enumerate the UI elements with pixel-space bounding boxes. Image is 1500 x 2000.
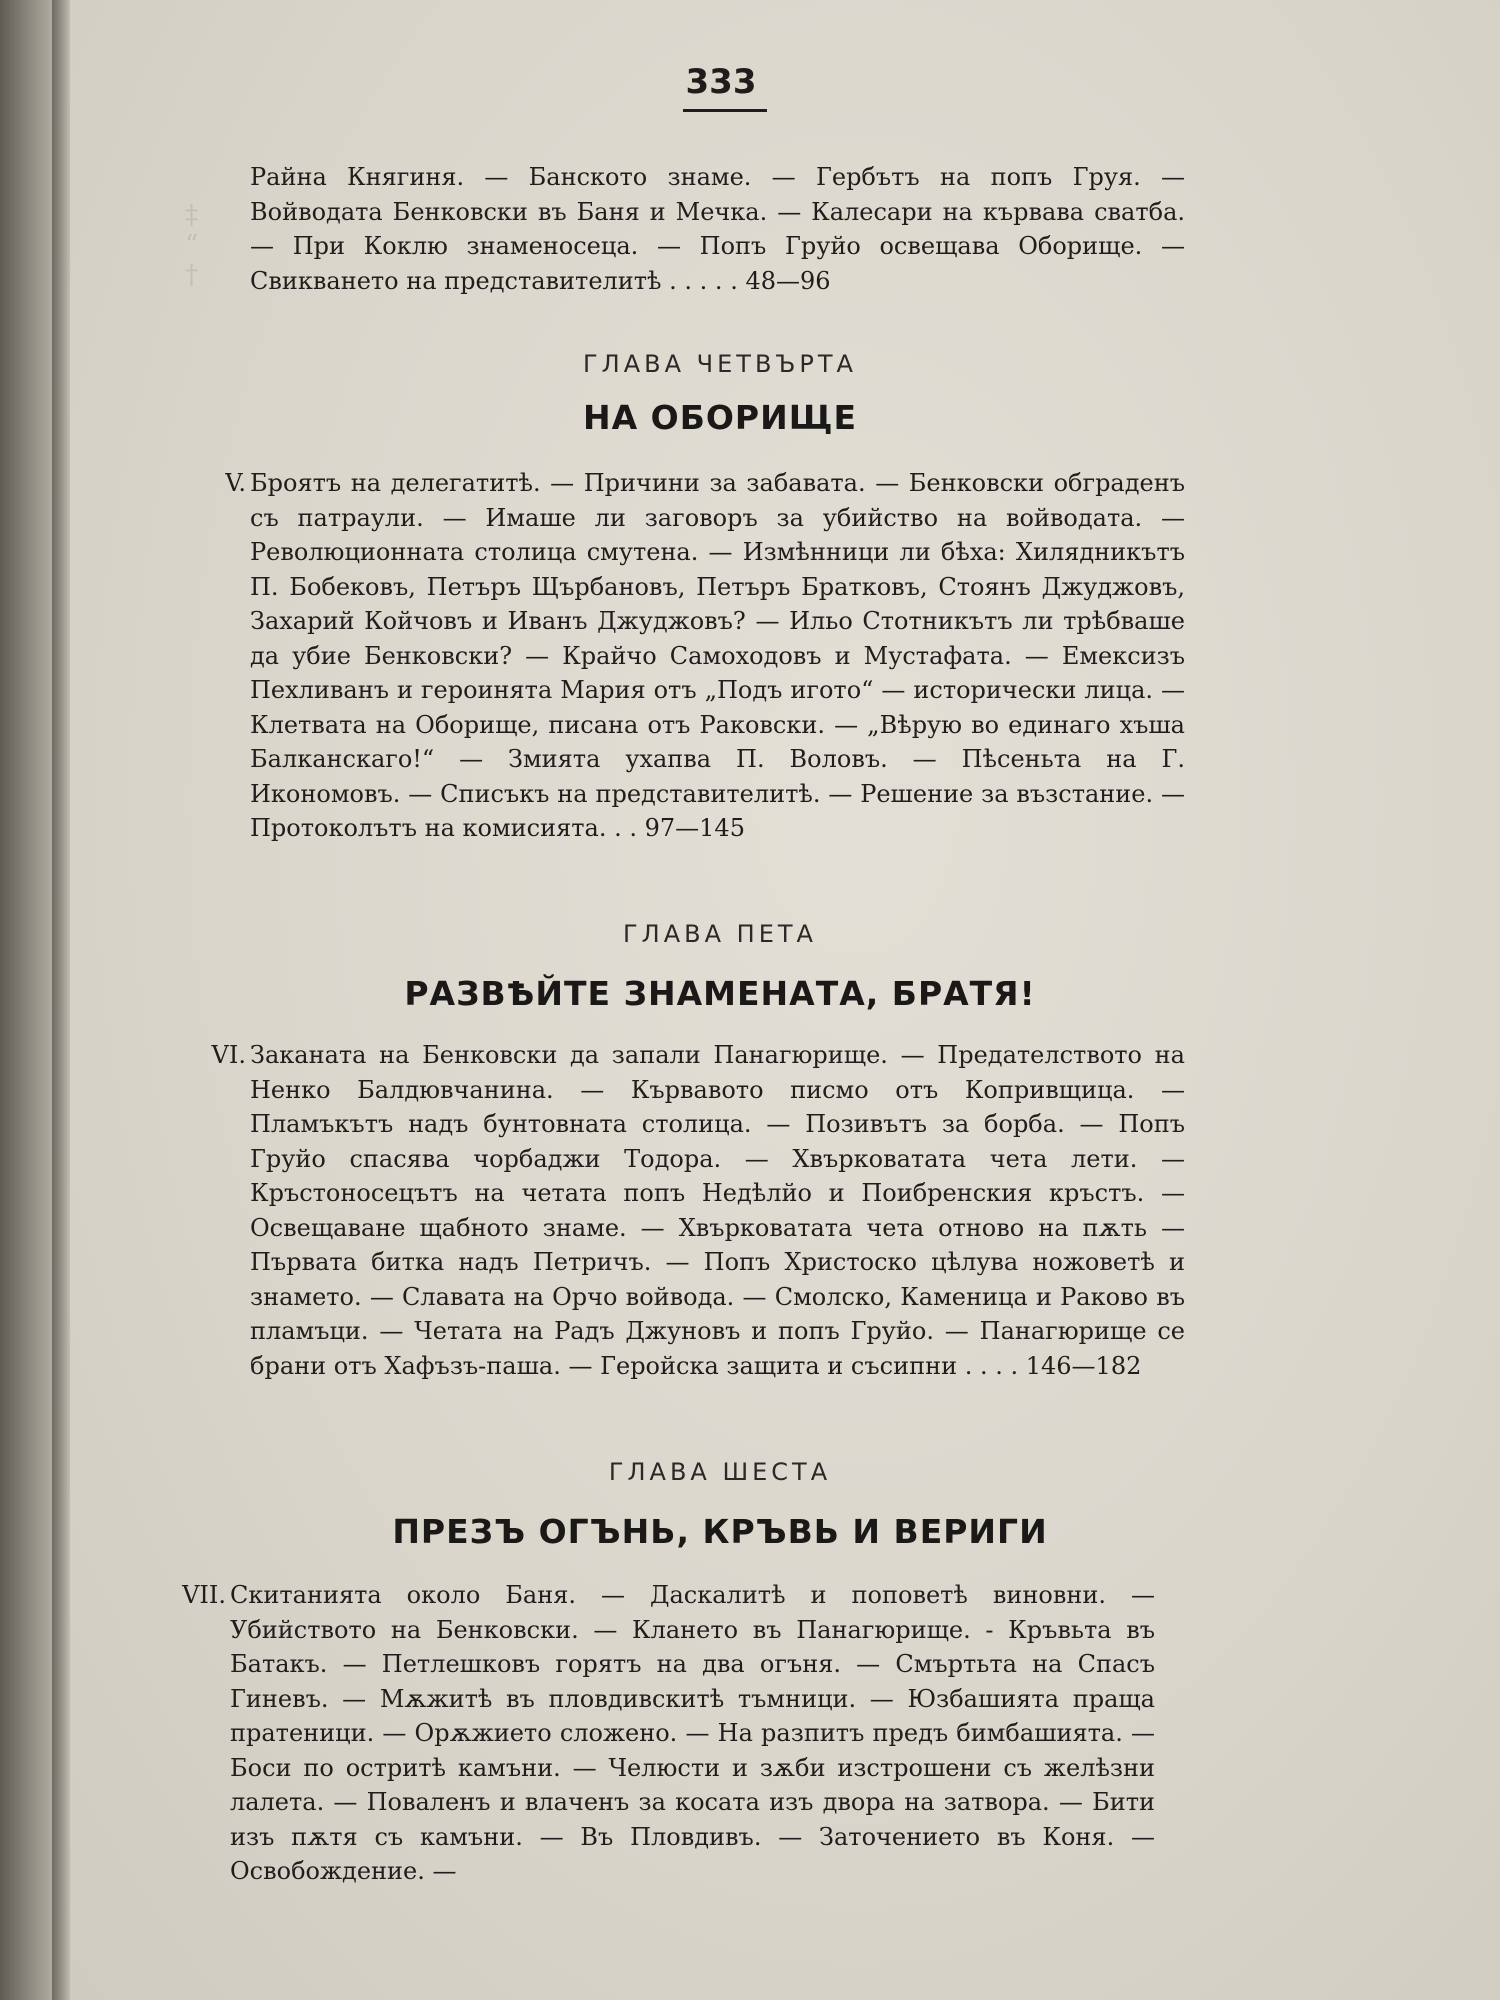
entry-pages: 97—145	[644, 814, 745, 842]
entry-number: VI.	[211, 1041, 246, 1069]
entry-text: Скитанията около Баня. — Даскалитѣ и поповетѣ виновни. — Убийството на Бенковски. — Клането въ Панагюрище. - Кръвьта въ Батакъ. — Петлешковъ горятъ на два огъня. — Смъртьта на Спасъ Гиневъ. — Мѫжитѣ въ пловдивскитѣ тъмници. — Юзбашията праща пратеници. — Орѫжието сложено. — На разпитъ предъ бимбашията. — Боси по остритѣ камъни. — Челюсти и зѫби изстрошени съ желѣзни лалета. — Поваленъ и влаченъ за косата изъ двора на затвора. — Бити изъ пѫтя съ камъни. — Въ Пловдивъ. — Заточението въ Коня. — Освобождение. —	[230, 1581, 1155, 1885]
entry-text: Заканата на Бенковски да запали Панагюрище. — Предателството на Ненко Балдювчанина. — Кървавото писмо отъ Копривщица. — Пламъкътъ надъ бунтовната столица. — Позивътъ за борба. — Попъ Груйо спасява чорбаджи Тодора. — Хвърковатата чета лети. — Кръстоносецътъ на четата попъ Недѣлйо и Поибренския кръстъ. — Освещаване щабното знаме. — Хвърковатата чета отново на пѫть — Първата битка надъ Петричъ. — Попъ Христоско цѣлува ножоветѣ и знамето. — Славата на Орчо войвода. — Смолско, Каменица и Раково въ пламъци. — Четата на Радъ Джуновъ и попъ Груйо. — Панагюрище се брани отъ Хафъзъ-паша. — Геройска защита и съсипни . . . .	[250, 1041, 1185, 1380]
chapter-label-5: ГЛАВА ПЕТА	[623, 920, 817, 948]
entry-number: VII.	[182, 1581, 226, 1609]
chapter-title-5: РАЗВѢЙТЕ ЗНАМЕНАТА, БРАТЯ!	[404, 974, 1036, 1013]
entry-text: Броятъ на делегатитѣ. — Причини за забавата. — Бенковски обграденъ съ патраули. — Имаше ли заговоръ за убийство на войводата. — Революционната столица смутена. — Измѣнници ли бѣха: Хилядникътъ П. Бобековъ, Петъръ Щърбановъ, Петъръ Братковъ, Стоянъ Джуджовъ, Захарий Койчовъ и Иванъ Джуджовъ? — Ильо Стотникътъ ли трѣбваше да убие Бенковски? — Крайчо Самоходовъ и Мустафата. — Емексизъ Пехливанъ и героинята Мария отъ „Подъ игото“ — исторически лица. — Клетвата на Оборище, писана отъ Раковски. — „Вѣрую во единаго хъша Балканскаго!“ — Змията ухапва П. Воловъ. — Пѣсеньта на Г. Икономовъ. — Списъкъ на представителитѣ. — Решение за възстание. — Протоколътъ на комисията. . .	[250, 469, 1185, 842]
entry-pages: 146—182	[1025, 1351, 1142, 1380]
chapter-title-4: НА ОБОРИЩЕ	[583, 398, 857, 437]
chapter-title-6: ПРЕЗЪ ОГЪНЬ, КРЪВЬ И ВЕРИГИ	[392, 1512, 1048, 1551]
toc-entry-continued	[250, 160, 1185, 298]
page-number: 333	[685, 62, 757, 102]
toc-entry-vii	[182, 1578, 1155, 1889]
bleed-through-marks: ‡ “ †	[185, 200, 199, 290]
toc-entry-vi	[211, 1038, 1185, 1383]
entry-number: V.	[225, 469, 246, 497]
entry-text: Райна Княгиня. — Банското знаме. — Гербътъ на попъ Груя. — Войводата Бенковски въ Баня и Мечка. — Калесари на кървава сватба. — При Коклю знаменосеца. — Попъ Груйо освещава Оборище. — Свикването на представителитѣ . . . . .	[250, 163, 1185, 295]
entry-pages: 48—96	[745, 266, 831, 295]
toc-entry-v	[225, 466, 1185, 846]
chapter-label-4: ГЛАВА ЧЕТВЪРТА	[583, 350, 857, 378]
chapter-label-6: ГЛАВА ШЕСТА	[608, 1458, 832, 1486]
page-number-underline	[683, 109, 767, 112]
binding-shadow	[52, 0, 72, 2000]
